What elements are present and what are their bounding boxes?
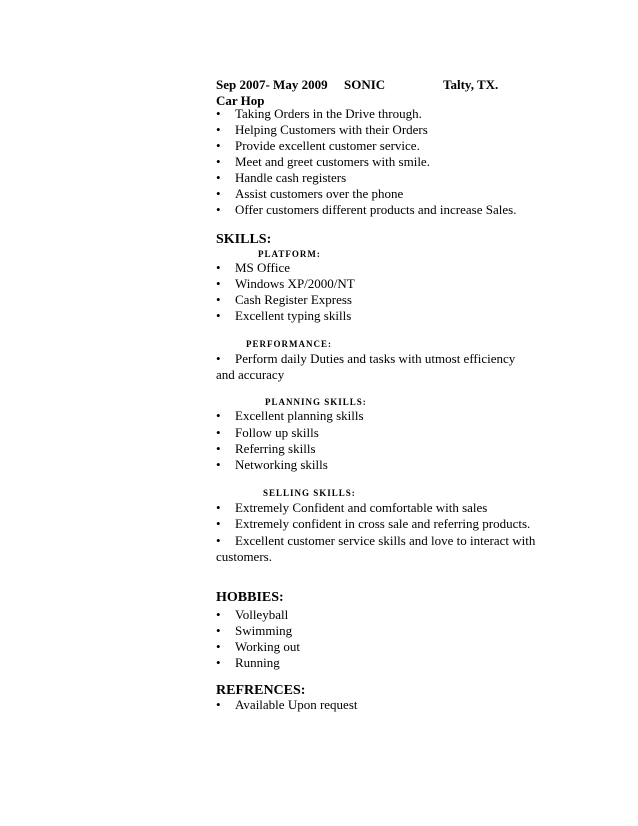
list-item: • Follow up skills bbox=[216, 425, 319, 440]
bullet-icon: • bbox=[216, 408, 221, 423]
job-title: Car Hop bbox=[216, 93, 265, 108]
job-dates: Sep 2007- May 2009 bbox=[216, 77, 328, 92]
bullet-icon: • bbox=[216, 441, 221, 456]
list-item: • Excellent customer service skills and love to interact with customers. bbox=[216, 533, 536, 564]
list-item: • Excellent typing skills bbox=[216, 308, 352, 323]
bullet-icon: • bbox=[216, 607, 221, 622]
list-item: • Helping Customers with their Orders bbox=[216, 122, 428, 137]
job-employer: SONIC bbox=[344, 77, 386, 92]
bullet-icon: • bbox=[216, 122, 221, 137]
bullet-icon: • bbox=[216, 425, 221, 440]
list-item: • Provide excellent customer service. bbox=[216, 138, 420, 153]
bullet-icon: • bbox=[216, 202, 221, 217]
list-item: • Meet and greet customers with smile. bbox=[216, 154, 430, 169]
list-item: • Taking Orders in the Drive through. bbox=[216, 106, 422, 121]
list-item: • Offer customers different products and increase Sales. bbox=[216, 202, 517, 217]
list-item: • Perform daily Duties and tasks with utmost efficiency and accuracy bbox=[216, 351, 516, 382]
bullet-icon: • bbox=[216, 260, 221, 275]
skills-heading: SKILLS: bbox=[216, 232, 272, 247]
list-item: • Referring skills bbox=[216, 441, 316, 456]
planning-heading: PLANNING SKILLS: bbox=[265, 397, 367, 407]
bullet-icon: • bbox=[216, 655, 221, 670]
bullet-icon: • bbox=[216, 308, 221, 323]
selling-heading: SELLING SKILLS: bbox=[263, 488, 356, 498]
references-heading: REFRENCES: bbox=[216, 683, 306, 698]
bullet-icon: • bbox=[216, 170, 221, 185]
list-item: • Networking skills bbox=[216, 457, 328, 472]
platform-heading: PLATFORM: bbox=[258, 249, 321, 259]
hobbies-heading: HOBBIES: bbox=[216, 590, 284, 605]
bullet-icon: • bbox=[216, 351, 221, 366]
list-item: • Running bbox=[216, 655, 280, 670]
list-item: • Extremely Confident and comfortable with sales bbox=[216, 500, 488, 515]
bullet-icon: • bbox=[216, 516, 221, 531]
bullet-icon: • bbox=[216, 697, 221, 712]
list-item: • Extremely confident in cross sale and referring products. bbox=[216, 516, 531, 531]
list-item: • MS Office bbox=[216, 260, 291, 275]
bullet-icon: • bbox=[216, 457, 221, 472]
list-item: • Volleyball bbox=[216, 607, 289, 622]
list-item: • Swimming bbox=[216, 623, 293, 638]
bullet-icon: • bbox=[216, 500, 221, 515]
bullet-icon: • bbox=[216, 623, 221, 638]
bullet-icon: • bbox=[216, 533, 221, 548]
bullet-icon: • bbox=[216, 292, 221, 307]
bullet-icon: • bbox=[216, 186, 221, 201]
list-item: • Assist customers over the phone bbox=[216, 186, 404, 201]
bullet-icon: • bbox=[216, 138, 221, 153]
bullet-icon: • bbox=[216, 154, 221, 169]
list-item: • Cash Register Express bbox=[216, 292, 352, 307]
job-location: Talty, TX. bbox=[443, 77, 499, 92]
list-item: • Windows XP/2000/NT bbox=[216, 276, 355, 291]
bullet-icon: • bbox=[216, 639, 221, 654]
performance-heading: PERFORMANCE: bbox=[246, 339, 332, 349]
list-item: • Available Upon request bbox=[216, 697, 358, 712]
list-item: • Working out bbox=[216, 639, 301, 654]
list-item: • Excellent planning skills bbox=[216, 408, 364, 423]
list-item: • Handle cash registers bbox=[216, 170, 347, 185]
bullet-icon: • bbox=[216, 106, 221, 121]
bullet-icon: • bbox=[216, 276, 221, 291]
